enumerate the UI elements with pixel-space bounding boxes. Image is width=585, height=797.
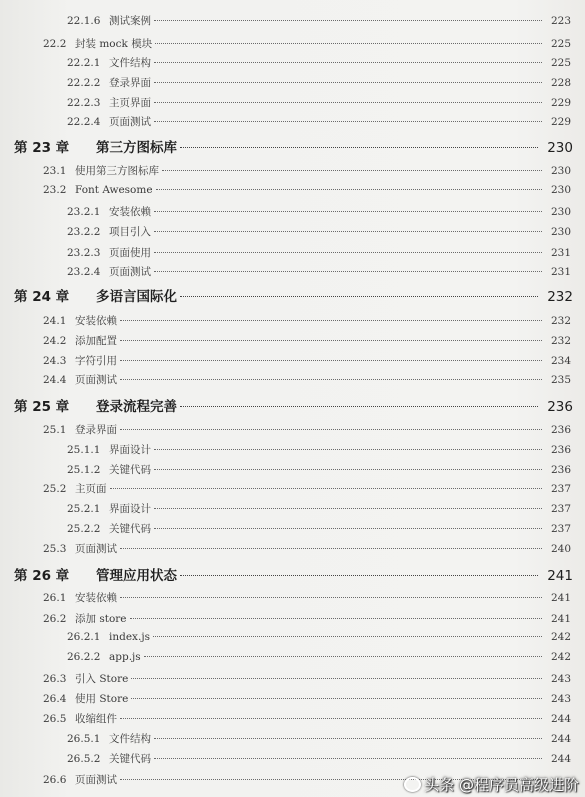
- dot-leader: [154, 102, 542, 103]
- toc-entry-title: index.js: [109, 631, 150, 643]
- toc-entry-page-number: 231: [550, 247, 571, 259]
- toc-entry-number: 25.3: [43, 543, 67, 555]
- toc-entry-title: 字符引用: [75, 355, 117, 367]
- toc-entry-title: 主页界面: [109, 97, 151, 109]
- dot-leader: [153, 636, 542, 637]
- toc-entry-title: 关键代码: [109, 753, 151, 765]
- toc-entry-number: 26.2.1: [67, 631, 101, 643]
- toc-entry-number: 23.2: [43, 184, 67, 196]
- toc-entry-number: 22.2.4: [67, 116, 101, 128]
- toc-entry-number: 23.2.4: [67, 266, 101, 278]
- toc-entry-page-number: 241: [550, 613, 571, 625]
- toc-entry-number: 23.2.2: [67, 226, 101, 238]
- toc-section-entry: [0, 353, 585, 368]
- toc-entry-number: 24.1: [43, 315, 67, 327]
- toc-subsection-entry: [0, 264, 585, 279]
- dot-leader: [154, 758, 542, 759]
- toc-entry-number: 26.4: [43, 693, 67, 705]
- toc-entry-title: 登录界面: [75, 424, 117, 436]
- toc-chapter-entry: [0, 285, 585, 305]
- toc-entry-title: app.js: [109, 651, 141, 663]
- toc-subsection-entry: [0, 224, 585, 239]
- toc-entry-number: 24.3: [43, 355, 67, 367]
- toc-entry-title: 使用第三方图标库: [75, 165, 159, 177]
- dot-leader: [120, 320, 542, 321]
- toc-entry-page-number: 232: [550, 335, 571, 347]
- toc-section-entry: [0, 611, 585, 626]
- dot-leader: [154, 62, 542, 63]
- dot-leader: [180, 575, 538, 576]
- toc-entry-title: 引入 Store: [75, 673, 129, 685]
- dot-leader: [154, 121, 542, 122]
- toc-entry-page-number: 230: [550, 184, 571, 196]
- toc-entry-number: 25.2.1: [67, 503, 101, 515]
- toc-entry-page-number: 230: [550, 206, 571, 218]
- toc-entry-title: Font Awesome: [75, 184, 153, 196]
- toc-section-entry: [0, 711, 585, 726]
- toc-entry-page-number: 230: [547, 140, 573, 156]
- toc-entry-page-number: 235: [550, 374, 571, 386]
- toc-subsection-entry: [0, 651, 585, 663]
- toc-entry-number: 23.2.3: [67, 247, 101, 259]
- dot-leader: [154, 738, 542, 739]
- toc-entry-page-number: 228: [550, 77, 571, 89]
- toc-section-entry: [0, 422, 585, 437]
- toc-chapter-entry: [0, 564, 585, 584]
- toc-entry-title: 页面测试: [75, 543, 117, 555]
- toc-entry-title: 安装依赖: [75, 315, 117, 327]
- dot-leader: [110, 488, 543, 489]
- toc-entry-number: 22.1.6: [67, 15, 101, 27]
- toc-entry-number: 23.1: [43, 165, 67, 177]
- toc-entry-title: 界面设计: [109, 503, 151, 515]
- dot-leader: [154, 508, 542, 509]
- toc-entry-title: 文件结构: [109, 733, 151, 745]
- toc-entry-number: 25.1.1: [67, 444, 101, 456]
- toc-entry-title: 登录界面: [109, 77, 151, 89]
- dot-leader: [120, 548, 542, 549]
- toc-entry-page-number: 240: [550, 543, 571, 555]
- watermark-text: 头条 @程序员高级进阶: [424, 776, 579, 794]
- toc-entry-page-number: 231: [550, 266, 571, 278]
- dot-leader: [120, 379, 542, 380]
- toc-entry-number: 26.2: [43, 613, 67, 625]
- toc-entry-page-number: 244: [550, 733, 571, 745]
- toc-entry-page-number: 242: [550, 631, 571, 643]
- toc-entry-title: 使用 Store: [75, 693, 129, 705]
- toc-entry-number: 26.6: [43, 774, 67, 786]
- toc-entry-title: 测试案例: [109, 15, 151, 27]
- toc-entry-page-number: 243: [550, 673, 571, 685]
- dot-leader: [120, 429, 542, 430]
- dot-leader: [155, 43, 542, 44]
- toc-section-entry: [0, 36, 585, 51]
- toc-subsection-entry: [0, 95, 585, 110]
- dot-leader: [144, 656, 542, 657]
- toc-entry-title: 收缩组件: [75, 713, 117, 725]
- dot-leader: [131, 698, 542, 699]
- toc-section-entry: [0, 481, 585, 496]
- toc-entry-number: 25.2: [43, 483, 67, 495]
- toc-subsection-entry: [0, 13, 585, 28]
- toc-entry-number: 22.2: [43, 38, 67, 50]
- dot-leader: [154, 211, 542, 212]
- toc-entry-title: 第三方图标库: [96, 140, 177, 156]
- dot-leader: [154, 82, 542, 83]
- toc-subsection-entry: [0, 751, 585, 766]
- toc-entry-page-number: 230: [550, 226, 571, 238]
- toc-entry-number: 22.2.1: [67, 57, 101, 69]
- dot-leader: [120, 360, 542, 361]
- toc-entry-title: 封装 mock 模块: [75, 38, 153, 50]
- toc-entry-number: 26.3: [43, 673, 67, 685]
- toc-subsection-entry: [0, 731, 585, 746]
- toc-subsection-entry: [0, 55, 585, 70]
- toc-entry-title: 管理应用状态: [96, 568, 177, 584]
- toc-entry-page-number: 232: [550, 315, 571, 327]
- toc-entry-title: 项目引入: [109, 226, 151, 238]
- toc-entry-page-number: 243: [550, 693, 571, 705]
- toc-section-entry: [0, 333, 585, 348]
- toc-section-entry: [0, 163, 585, 178]
- dot-leader: [131, 678, 542, 679]
- toc-entry-page-number: 244: [550, 753, 571, 765]
- toc-section-entry: [0, 184, 585, 196]
- toc-entry-number: 26.5.2: [67, 753, 101, 765]
- toc-entry-title: 页面使用: [109, 247, 151, 259]
- toc-entry-number: 第 24 章: [14, 289, 70, 305]
- toc-section-entry: [0, 372, 585, 387]
- toc-entry-title: 文件结构: [109, 57, 151, 69]
- toc-entry-page-number: 232: [547, 289, 573, 305]
- toc-section-entry: [0, 691, 585, 706]
- toc-entry-number: 第 25 章: [14, 399, 70, 415]
- toc-entry-page-number: 236: [547, 399, 573, 415]
- toc-entry-page-number: 237: [550, 483, 571, 495]
- toc-subsection-entry: [0, 114, 585, 129]
- toc-entry-number: 24.2: [43, 335, 67, 347]
- toc-entry-title: 关键代码: [109, 523, 151, 535]
- toc-entry-page-number: 241: [547, 568, 573, 584]
- toc-entry-page-number: 237: [550, 523, 571, 535]
- toc-section-entry: [0, 541, 585, 556]
- toc-entry-title: 添加 store: [75, 613, 127, 625]
- toc-entry-number: 22.2.2: [67, 77, 101, 89]
- dot-leader: [162, 170, 542, 171]
- toc-entry-page-number: 229: [550, 97, 571, 109]
- dot-leader: [180, 296, 538, 297]
- dot-leader: [156, 189, 542, 190]
- toc-entry-number: 23.2.1: [67, 206, 101, 218]
- toc-entry-title: 关键代码: [109, 464, 151, 476]
- dot-leader: [120, 340, 542, 341]
- dot-leader: [154, 271, 542, 272]
- toc-entry-page-number: 241: [550, 592, 571, 604]
- toc-entry-title: 多语言国际化: [96, 289, 177, 305]
- toc-entry-number: 25.1.2: [67, 464, 101, 476]
- dot-leader: [154, 252, 542, 253]
- toc-entry-page-number: 236: [550, 444, 571, 456]
- toc-entry-page-number: 244: [550, 713, 571, 725]
- toc-entry-title: 主页面: [75, 483, 107, 495]
- toc-chapter-entry: [0, 136, 585, 156]
- toc-entry-page-number: 234: [550, 355, 571, 367]
- toc-entry-number: 26.5: [43, 713, 67, 725]
- toc-entry-number: 25.2.2: [67, 523, 101, 535]
- toc-entry-number: 26.2.2: [67, 651, 101, 663]
- toc-entry-page-number: 225: [550, 38, 571, 50]
- toc-entry-number: 26.1: [43, 592, 67, 604]
- toc-entry-page-number: 236: [550, 424, 571, 436]
- toc-entry-title: 登录流程完善: [96, 399, 177, 415]
- toc-entry-page-number: 225: [550, 57, 571, 69]
- toc-entry-title: 界面设计: [109, 444, 151, 456]
- toc-section-entry: [0, 671, 585, 686]
- toc-entry-number: 26.5.1: [67, 733, 101, 745]
- toc-entry-page-number: 237: [550, 503, 571, 515]
- watermark: [404, 774, 579, 795]
- dot-leader: [154, 528, 542, 529]
- toc-entry-title: 安装依赖: [75, 592, 117, 604]
- toc-entry-page-number: 236: [550, 464, 571, 476]
- toc-entry-title: 页面测试: [75, 374, 117, 386]
- toc-entry-number: 22.2.3: [67, 97, 101, 109]
- toc-entry-number: 25.1: [43, 424, 67, 436]
- toc-entry-title: 安装依赖: [109, 206, 151, 218]
- toc-entry-title: 页面测试: [109, 266, 151, 278]
- toc-entry-page-number: 223: [550, 15, 571, 27]
- dot-leader: [120, 597, 542, 598]
- toc-entry-number: 第 26 章: [14, 568, 70, 584]
- toc-subsection-entry: [0, 521, 585, 536]
- toc-entry-number: 第 23 章: [14, 140, 70, 156]
- toc-subsection-entry: [0, 501, 585, 516]
- dot-leader: [180, 147, 538, 148]
- toc-subsection-entry: [0, 462, 585, 477]
- toc-section-entry: [0, 313, 585, 328]
- dot-leader: [154, 469, 542, 470]
- toc-entry-page-number: 242: [550, 651, 571, 663]
- dot-leader: [130, 618, 542, 619]
- dot-leader: [154, 20, 542, 21]
- toc-entry-title: 添加配置: [75, 335, 117, 347]
- dot-leader: [154, 231, 542, 232]
- toc-chapter-entry: [0, 395, 585, 415]
- toc-subsection-entry: [0, 245, 585, 260]
- toc-entry-title: 页面测试: [75, 774, 117, 786]
- toc-subsection-entry: [0, 204, 585, 219]
- toc-section-entry: [0, 590, 585, 605]
- dot-leader: [180, 406, 538, 407]
- dot-leader: [120, 718, 542, 719]
- toc-entry-title: 页面测试: [109, 116, 151, 128]
- toc-entry-number: 24.4: [43, 374, 67, 386]
- toc-entry-page-number: 230: [550, 165, 571, 177]
- toc-subsection-entry: [0, 631, 585, 643]
- toc-entry-page-number: 229: [550, 116, 571, 128]
- toc-subsection-entry: [0, 442, 585, 457]
- dot-leader: [154, 449, 542, 450]
- watermark-logo-icon: [404, 777, 421, 792]
- toc-subsection-entry: [0, 75, 585, 90]
